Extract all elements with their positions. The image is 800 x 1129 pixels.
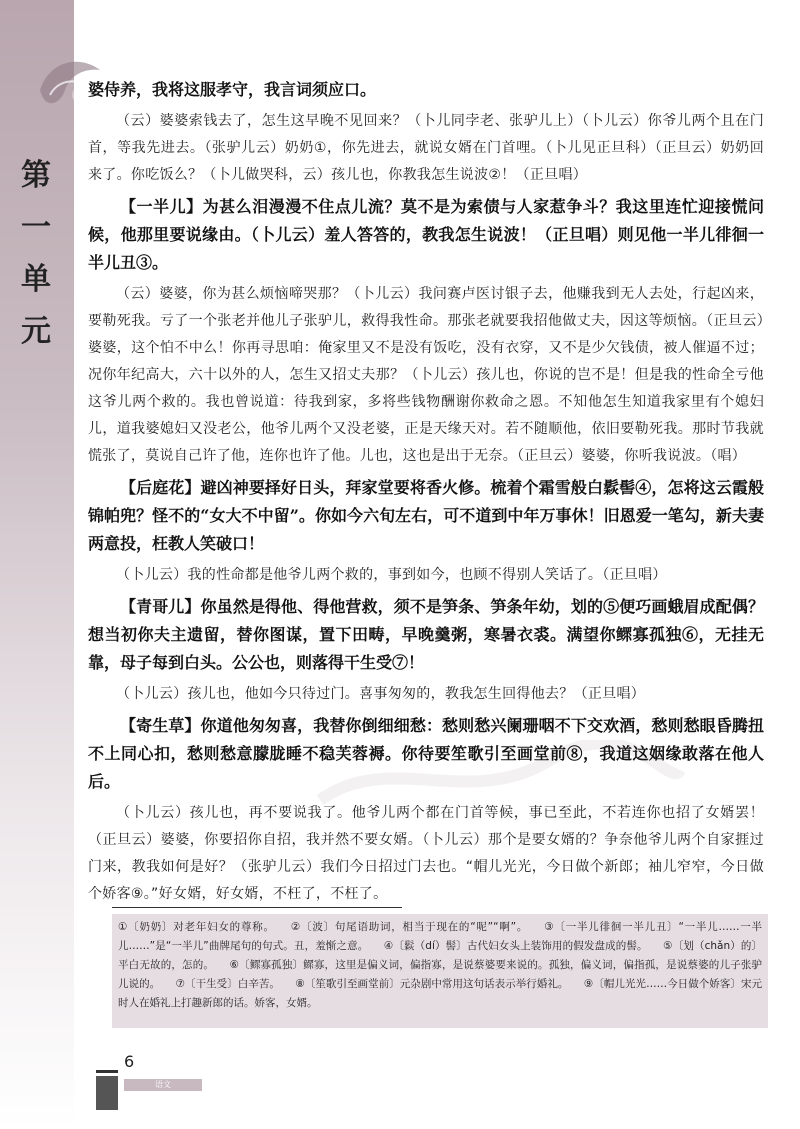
unit-sidebar [0,0,74,1129]
footer-mark [96,1070,118,1110]
unit-char: 第 [21,158,51,193]
paragraph: （卜儿云）孩儿也，他如今只待过门。喜事匆匆的，教我怎生回得他去？（正旦唱） [116,686,646,702]
paragraph: 【后庭花】避凶神要择好日头，拜家堂要将香火修。梳着个霜雪般白鬏髻④，怎将这云霞般锦帕兜？怪不的“女大不中留”。你如今六旬左右，可不道到中年万事休！旧恩爱一笔勾，新夫妻两意投，枉教人笑破口！ [88,478,764,553]
paragraph: （卜儿云）孩儿也，再不要说我了。他爷儿两个都在门首等候，事已至此，不若连你也招了女婿罢！（正旦云）婆婆，你要招你自招，我并然不要女婿。（卜儿云）那个是要女婿的？争奈他爷儿两个自家捱过门来，教我如何是好？（张驴儿云）我们今日招过门去也。“帽儿光光，今日做个新郎；袖儿窄窄，今日做个娇客⑨。”好女婿，好女婿，不枉了，不枉了。 [88,805,764,902]
unit-char: 元 [21,314,51,349]
unit-char: 单 [21,262,51,297]
paragraph: （云）婆婆索钱去了，怎生这早晚不见回来？（卜儿同孛老、张驴儿上）（卜儿云）你爷儿两个且在门首，等我先进去。（张驴儿云）奶奶①，你先进去，就说女婿在门首哩。（卜儿见正旦科）（正旦云）奶奶回来了。你吃饭么？（卜儿做哭科，云）孩儿也，你教我怎生说波②！（正旦唱） [88,113,764,183]
footnote: ⑥〔鳏寡孤独〕鳏寡，这里是偏义词，偏指寡，是说蔡婆要来说的。孤独，偏义词，偏指孤，是说蔡婆的儿子张驴儿说的。 [118,959,762,990]
footnote: ⑦〔干生受〕白辛苦。 [175,978,280,990]
paragraph: 【寄生草】你道他匆匆喜，我替你倒细细愁：愁则愁兴阑珊咽不下交欢酒，愁则愁眼昏腾扭不上同心扣，愁则愁意朦胧睡不稳芙蓉褥。你待要笙歌引至画堂前⑧，我道这姻缘敢落在他人后。 [88,716,764,791]
footnote: ⑧〔笙歌引至画堂前〕元杂剧中常用这句话表示举行婚礼。 [295,978,569,990]
paragraph: （卜儿云）我的性命都是他爷儿两个救的，事到如今，也顾不得别人笑话了。（正旦唱） [116,567,667,583]
footnote: ①〔奶奶〕对老年妇女的尊称。 [118,921,275,933]
paragraph: 【青哥儿】你虽然是得他、得他营救，须不是笋条、笋条年幼，划的⑤便巧画蛾眉成配偶？想当初你夫主遗留，替你图谋，置下田畴，早晚羹粥，寒暑衣裘。满望你鳏寡孤独⑥，无挂无靠，母子每到白头。公公也，则落得干生受⑦！ [88,597,764,672]
unit-char: 一 [21,210,51,245]
footnote: ③〔一半儿徘徊一半儿丑〕“一半儿……一半儿……”是“一半儿”曲牌尾句的句式。丑，羞惭之意。 [118,921,763,952]
footnote: ⑨〔帽儿光光……今日做个娇客〕宋元时人在婚礼上打趣新郎的话。娇客，女婿。 [118,978,762,1009]
paragraph: 【一半儿】为甚么泪漫漫不住点儿流？莫不是为索债与人家惹争斗？我这里连忙迎接慌问候，他那里要说缘由。（卜儿云）羞人答答的，教我怎生说波！（正旦唱）则见他一半儿徘徊一半儿丑③。 [88,197,764,272]
paragraph: （云）婆婆，你为甚么烦恼啼哭那？（卜儿云）我问赛卢医讨银子去，他赚我到无人去处，行起凶来，要勒死我。亏了一个张老并他儿子张驴儿，救得我性命。那张老就要我招他做丈夫，因这等烦恼。（正旦云）婆婆，这个怕不中么！你再寻思咱：俺家里又不是没有饭吃，没有衣穿，又不是少欠钱债，被人催逼不过；况你年纪高大，六十以外的人，怎生又招丈夫那？（卜儿云）孩儿也，你说的岂不是！但是我的性命全亏他这爷儿两个救的。我也曾说道：待我到家，多将些钱物酬谢你救命之恩。不知他怎生知道我家里有个媳妇儿，道我婆媳妇又没老公，他爷儿两个又没老婆，正是天缘天对。若不随顺他，依旧要勒死我。那时节我就慌张了，莫说自己许了他，连你也许了他。儿也，这也是出于无奈。（正旦云）婆婆，你听我说波。（唱） [88,286,764,464]
footnotes [112,914,768,1028]
footnote: ②〔波〕句尾语助词，相当于现在的“呢”“啊”。 [290,921,529,933]
footnote: ⑤〔划（chǎn）的〕平白无故的，怎的。 [118,940,763,971]
footer-tag: 语文 [124,1079,202,1091]
main-text [88,76,764,912]
unit-label [14,150,58,358]
page-number: 6 [124,1052,135,1071]
paragraph: 婆侍养，我将这服孝守，我言词须应口。 [88,80,377,99]
footnote: ④〔鬏（dí）髻〕古代妇女头上装饰用的假发盘成的髻。 [383,940,648,952]
notes-divider [112,907,402,908]
